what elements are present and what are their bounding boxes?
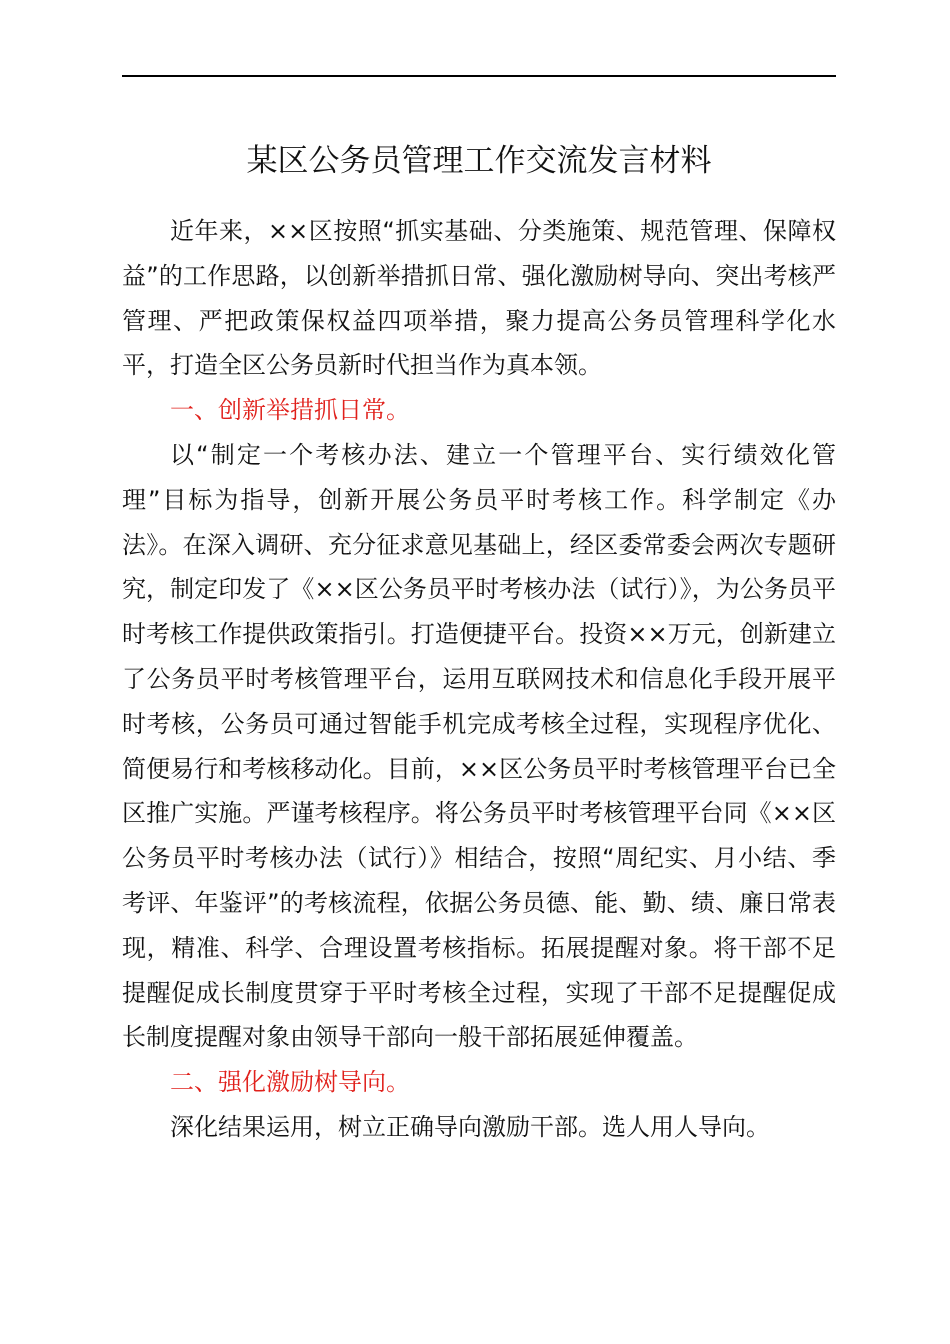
document-title: 某区公务员管理工作交流发言材料: [246, 143, 712, 179]
section-1-paragraph: 以“制定一个考核办法、建立一个管理平台、实行绩效化管理”目标为指导，创新开展公务员平时考核工作。科学制定《办法》。在深入调研、充分征求意见基础上，经区委常委会两次专题研究，制定印发了《××区公务员平时考核办法（试行）》，为公务员平时考核工作提供政策指引。打造便捷平台。投资××万元，创新建立了公务员平时考核管理平台，运用互联网技术和信息化手段开展平时考核，公务员可通过智能手机完成考核全过程，实现程序优化、简便易行和考核移动化。目前，××区公务员平时考核管理平台已全区推广实施。严谨考核程序。将公务员平时考核管理平台同《××区公务员平时考核办法（试行）》相结合，按照“周纪实、月小结、季考评、年鉴评”的考核流程，依据公务员德、能、勤、绩、廉日常表现，精准、科学、合理设置考核指标。拓展提醒对象。将干部不足提醒促成长制度贯穿于平时考核全过程，实现了干部不足提醒促成长制度提醒对象由领导干部向一般干部拓展延伸覆盖。: [122, 440, 836, 1052]
intro-paragraph: 近年来，××区按照“抓实基础、分类施策、规范管理、保障权益”的工作思路，以创新举措抓日常、强化激励树导向、突出考核严管理、严把政策保权益四项举措，聚力提高公务员管理科学化水平，打造全区公务员新时代担当作为真本领。: [122, 217, 836, 380]
section-heading-2: 二、强化激励树导向。: [170, 1068, 410, 1097]
section-2-paragraph: 深化结果运用，树立正确导向激励干部。选人用人导向。: [170, 1112, 770, 1141]
section-heading-1: 一、创新举措抓日常。: [170, 396, 410, 425]
header-rule: [122, 75, 836, 77]
document-body: [122, 209, 836, 1150]
